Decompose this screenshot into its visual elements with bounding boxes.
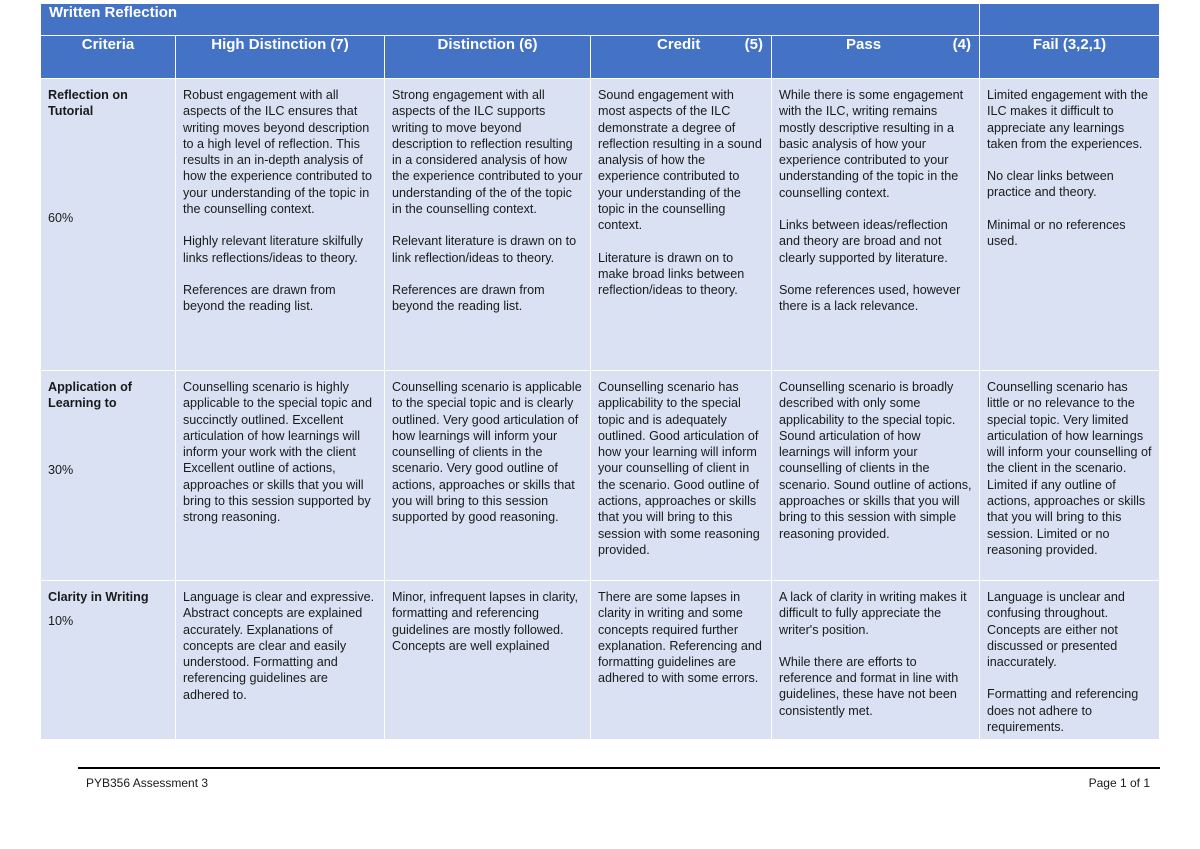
distinction-descriptor: Counselling scenario is applicable to the special topic and is clearly outlined. Very good articulation of how learnings will inform your counselling of clients in the scenario. Very good outline of actions, approaches or skills that you will bring to this session supported by good reasoning.	[392, 380, 582, 525]
high-distinction-descriptor: Counselling scenario is highly applicable to the special topic and succinctly outlined. Excellent articulation of how learnings will inform your work with the client Excellent outline of actions, approaches or skills that you will bring to this session supported by strong reasoning.	[183, 380, 373, 525]
table-row	[41, 79, 1160, 371]
high-distinction-descriptor: Language is clear and expressive. Abstract concepts are explained accurately. Explanations of concepts are clear and easily understood. Formatting and referencing guidelines are adhered to.	[183, 590, 375, 702]
footer-page-number: Page 1 of 1	[1088, 776, 1150, 790]
pass-descriptor: Counselling scenario is broadly described with only some applicability to the special topic. Sound articulation of how learnings will inform your counselling of clients in the scenario. Sound outline of actions, approaches or skills that you will bring to this session with simple reasoning provided.	[779, 380, 972, 541]
fail-descriptor: Minimal or no references used.	[987, 217, 1126, 249]
title-row	[41, 4, 1160, 36]
criteria-weight: 10%	[48, 614, 74, 629]
pass-descriptor: Links between ideas/reflection and theory are broad and not clearly supported by literature.	[779, 218, 948, 265]
pass-cell	[772, 581, 980, 740]
high-distinction-cell	[176, 79, 385, 371]
criteria-name: Application of Learning to	[48, 380, 132, 411]
fail-descriptor: No clear links between practice and theory.	[987, 169, 1114, 200]
criteria-cell	[41, 371, 176, 581]
paragraph-gap	[987, 201, 1152, 217]
paragraph-gap	[779, 201, 972, 217]
header-credit-score: (5)	[744, 36, 763, 53]
distinction-descriptor: Minor, infrequent lapses in clarity, formatting and referencing guidelines are mostly followed. Concepts are well explained	[392, 590, 578, 653]
paragraph-gap	[779, 638, 972, 654]
rubric-body	[41, 79, 1160, 740]
high-distinction-cell	[176, 581, 385, 740]
pass-cell	[772, 79, 980, 371]
paragraph-gap	[598, 234, 764, 250]
fail-descriptor: Formatting and referencing does not adhere to requirements.	[987, 687, 1139, 735]
paragraph-gap	[987, 670, 1152, 686]
fail-descriptor: Counselling scenario has little or no relevance to the special topic. Very limited articulation of how learnings will inform your counselling of the client in the scenario. Limited if any outline of actions, approaches or skills that you will bring to this session. Limited or no reasoning provided.	[987, 380, 1152, 557]
fail-descriptor: Language is unclear and confusing throughout. Concepts are either not discussed or presented inaccurately.	[987, 590, 1125, 670]
table-title: Written Reflection	[41, 4, 980, 36]
criteria-name: Reflection on Tutorial	[48, 88, 128, 119]
paragraph-gap	[183, 217, 377, 233]
footer-course: PYB356 Assessment 3	[86, 776, 209, 790]
fail-descriptor: Limited engagement with the ILC makes it difficult to appreciate any learnings taken from the experiences.	[987, 88, 1149, 151]
paragraph-gap	[779, 266, 972, 282]
distinction-descriptor: Relevant literature is drawn on to link reflection/ideas to theory.	[392, 234, 577, 265]
paragraph-gap	[392, 217, 583, 233]
criteria-cell	[41, 581, 176, 740]
criteria-weight: 60%	[48, 210, 74, 225]
credit-descriptor: Counselling scenario has applicability to the special topic and is adequately outlined. Good articulation of how your learning will inform your counselling of client in the scenario. Good outline of actions, approaches or skills that you will bring to this session with some reasoning provided.	[598, 380, 760, 557]
paragraph-gap	[987, 152, 1152, 168]
high-distinction-descriptor: Robust engagement with all aspects of the ILC ensures that writing moves beyond description to a high level of reflection. This results in an in-depth analysis of how the experience contributed to your understanding of the topic in the counselling context.	[183, 88, 373, 217]
header-pass-score: (4)	[952, 36, 971, 53]
header-credit-label: Credit	[657, 36, 701, 53]
paragraph-gap	[183, 266, 377, 282]
credit-descriptor: There are some lapses in clarity in writing and some concepts required further explanation. Referencing and formatting guidelines are adhered to with some errors.	[598, 590, 762, 686]
criteria-name: Clarity in Writing	[48, 590, 149, 604]
distinction-descriptor: Strong engagement with all aspects of the ILC supports writing to move beyond description to reflection resulting in a considered analysis of how the experience contributed to your understanding of the of the topic in the counselling context.	[392, 88, 583, 217]
criteria-cell	[41, 79, 176, 371]
table-row	[41, 371, 1160, 581]
header-criteria: Criteria	[41, 36, 176, 79]
footer-rule	[78, 767, 1160, 769]
pass-descriptor: While there is some engagement with the ILC, writing remains mostly descriptive resulting in a basic analysis of how your experience contributed to your understanding of the topic in the counselling context.	[779, 88, 964, 200]
fail-cell	[980, 79, 1160, 371]
rubric-table	[40, 3, 1160, 740]
header-high-distinction: High Distinction (7)	[176, 36, 385, 79]
header-row	[41, 36, 1160, 79]
pass-descriptor: While there are efforts to reference and format in line with guidelines, these have not been consistently met.	[779, 654, 959, 718]
pass-descriptor: A lack of clarity in writing makes it difficult to fully appreciate the writer's position.	[779, 590, 967, 637]
table-row	[41, 581, 1160, 740]
high-distinction-cell	[176, 371, 385, 581]
fail-cell	[980, 371, 1160, 581]
credit-cell	[591, 371, 772, 581]
header-distinction: Distinction (6)	[385, 36, 591, 79]
header-credit	[591, 36, 772, 79]
credit-descriptor: Sound engagement with most aspects of the ILC demonstrate a degree of reflection resulting in a sound analysis of how the experience contributed to your understanding of the topic in the counselling context.	[598, 88, 762, 233]
paragraph-gap	[392, 266, 583, 282]
high-distinction-descriptor: Highly relevant literature skilfully links reflections/ideas to theory.	[183, 234, 363, 265]
pass-cell	[772, 371, 980, 581]
high-distinction-descriptor: References are drawn from beyond the reading list.	[183, 282, 336, 314]
header-pass-label: Pass	[846, 36, 882, 53]
distinction-cell	[385, 371, 591, 581]
header-fail: Fail (3,2,1)	[980, 36, 1160, 79]
credit-descriptor: Literature is drawn on to make broad links between reflection/ideas to theory.	[598, 250, 745, 298]
distinction-descriptor: References are drawn from beyond the reading list.	[392, 282, 545, 314]
pass-descriptor: Some references used, however there is a lack relevance.	[779, 282, 961, 314]
distinction-cell	[385, 581, 591, 740]
criteria-weight: 30%	[48, 462, 74, 477]
distinction-cell	[385, 79, 591, 371]
fail-cell	[980, 581, 1160, 740]
header-pass	[772, 36, 980, 79]
credit-cell	[591, 79, 772, 371]
title-blank-cell	[980, 4, 1160, 36]
credit-cell	[591, 581, 772, 740]
